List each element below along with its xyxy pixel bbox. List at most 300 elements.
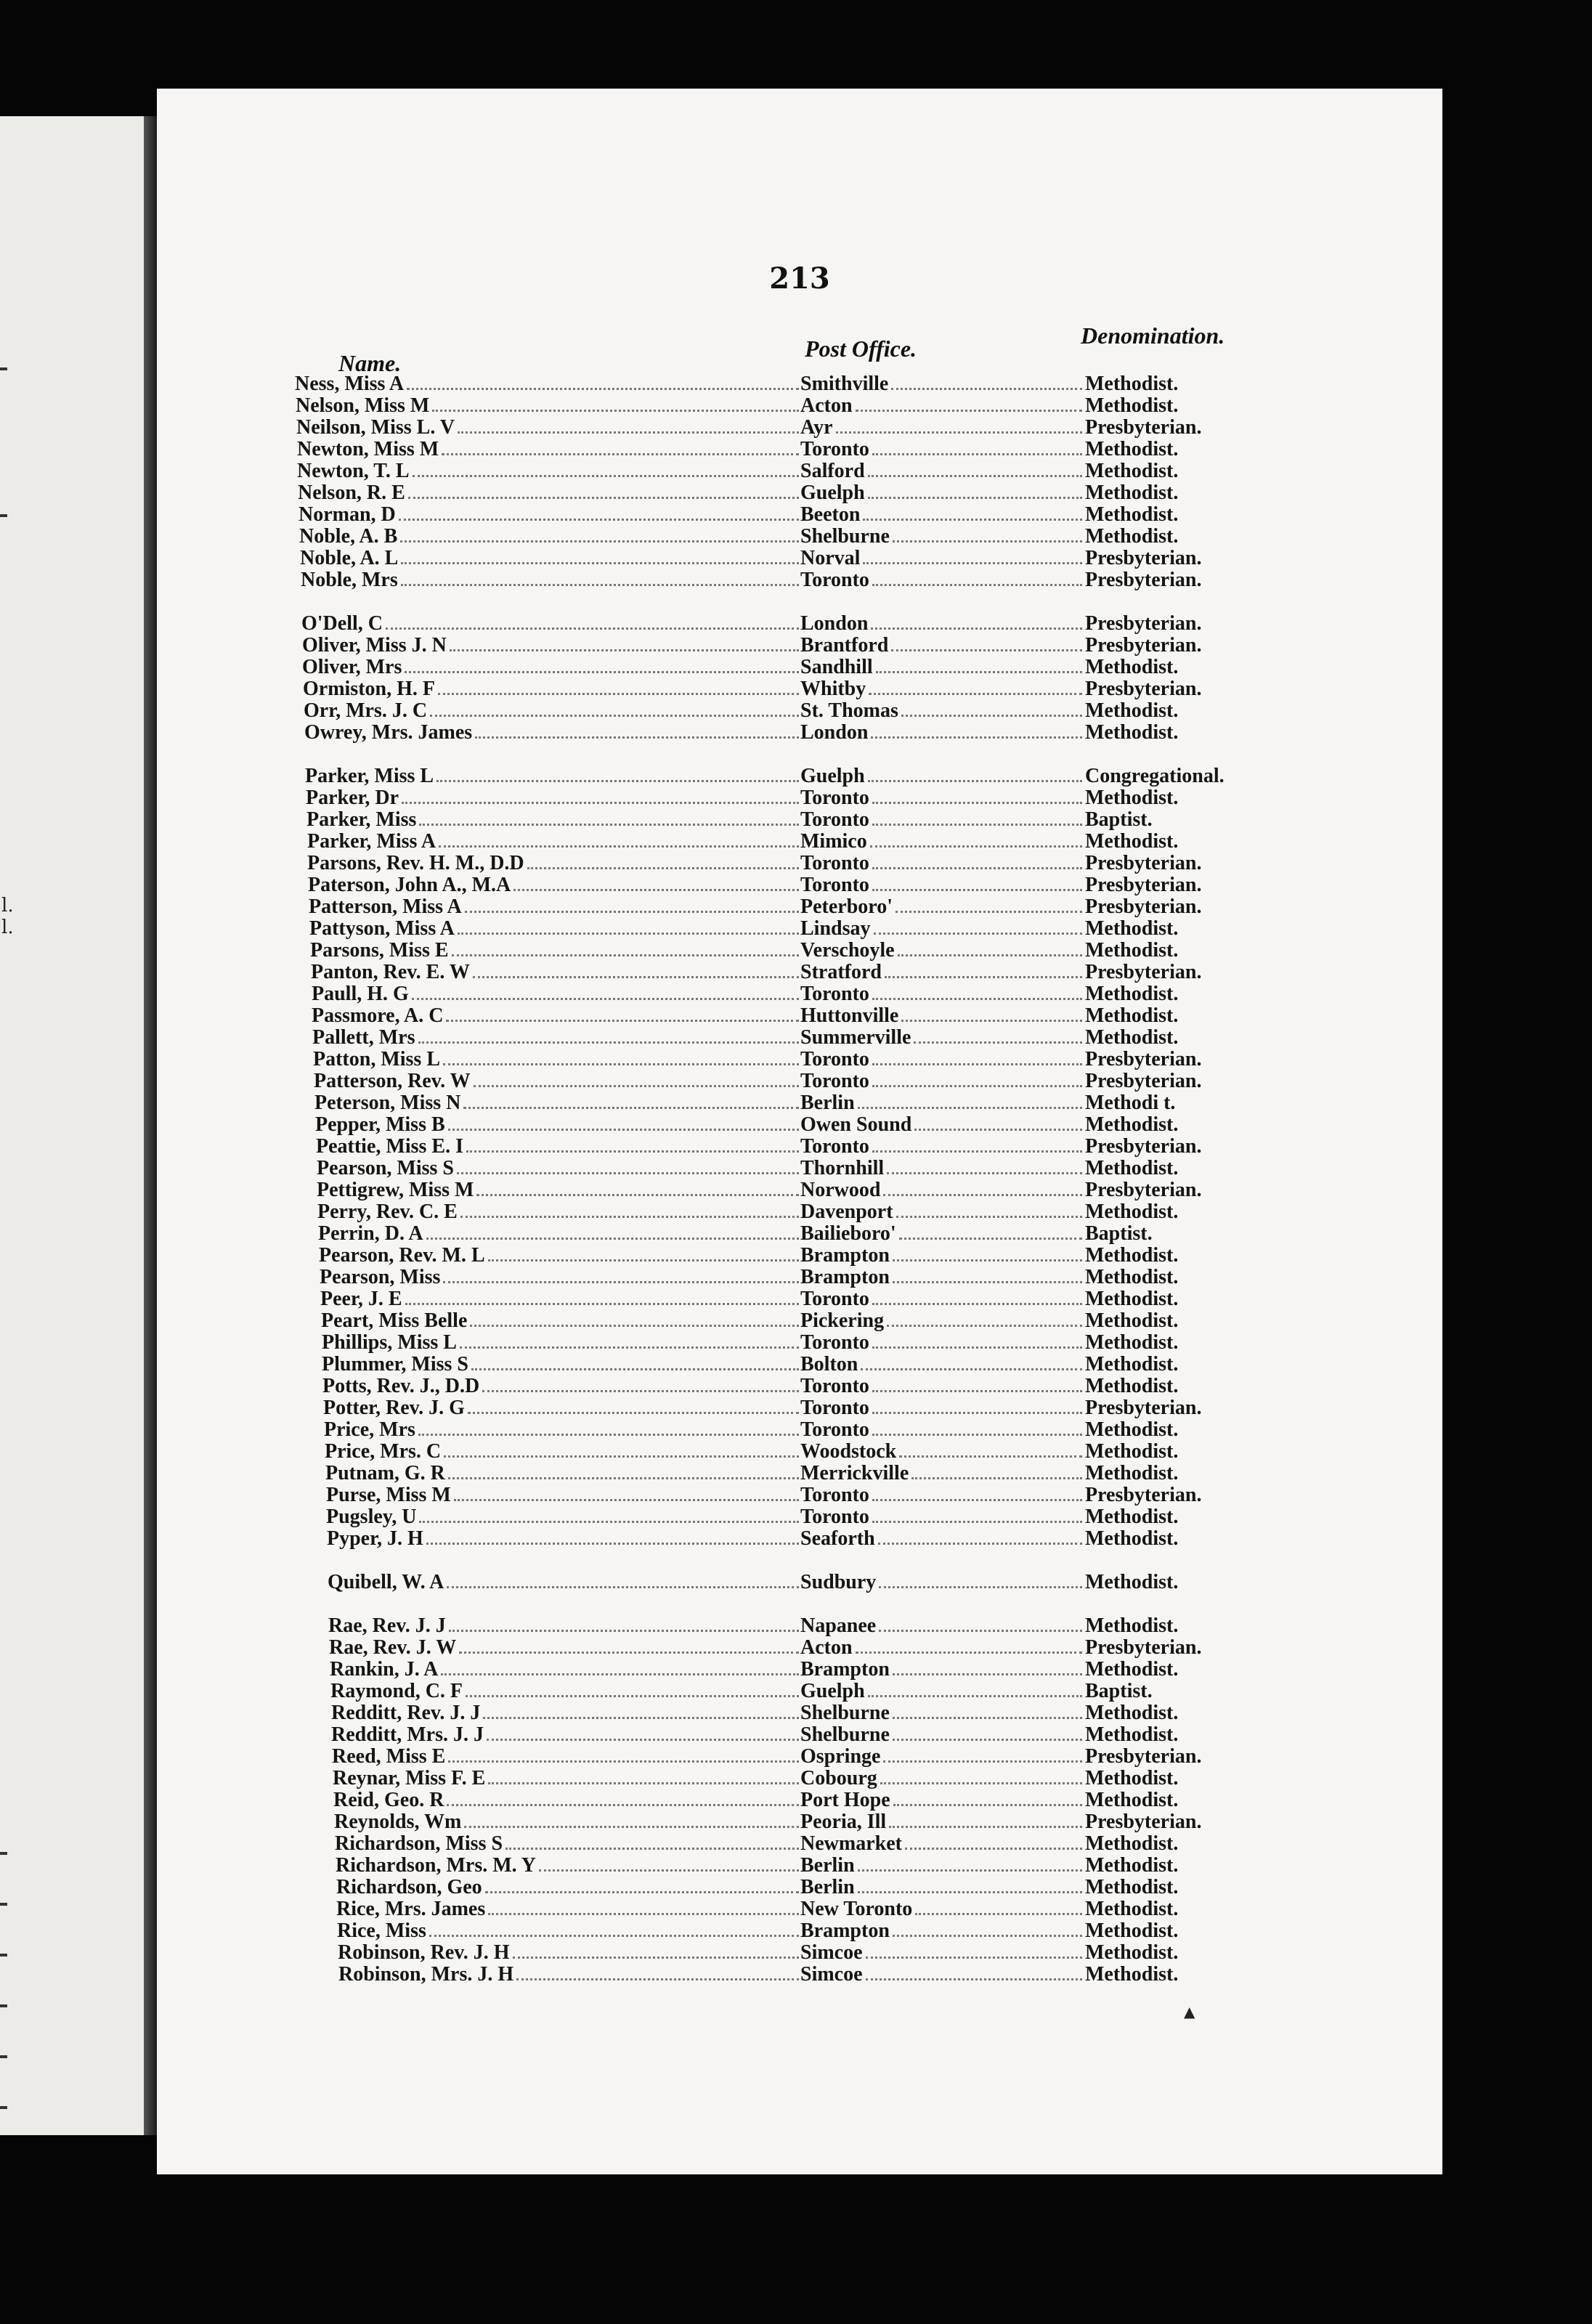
entry-denomination: Presbyterian. [1085, 1070, 1202, 1092]
entry-denomination: Methodist. [1085, 1375, 1179, 1397]
entry-name: Redditt, Mrs. J. J [331, 1724, 484, 1746]
entry-row [326, 1506, 1309, 1528]
entry-name: Pepper, Miss B [315, 1114, 445, 1136]
entry-post-office: Thornhill [800, 1158, 885, 1179]
dot-leader [872, 1499, 1082, 1501]
entry-row [313, 1049, 1292, 1070]
entry-row [332, 1746, 1317, 1768]
dot-leader [464, 1826, 799, 1828]
entry-post-office: Ospringe [800, 1746, 881, 1768]
dot-leader [444, 1455, 799, 1458]
dot-leader [471, 1368, 799, 1370]
post-office-column [800, 635, 1084, 657]
post-office-column [800, 809, 1084, 831]
dot-leader [872, 824, 1082, 826]
entry-row [302, 635, 1278, 657]
entry-row [327, 1528, 1311, 1550]
header-name: Name. [338, 350, 402, 376]
entry-row [312, 1027, 1291, 1049]
entry-denomination: Methodist. [1085, 373, 1179, 395]
name-column [304, 700, 800, 722]
name-column [336, 1877, 800, 1898]
entry-name: Reynolds, Wm [334, 1811, 462, 1833]
entry-name: Parker, Miss L [305, 765, 434, 787]
entry-name: Potts, Rev. J., D.D [322, 1376, 480, 1397]
entry-post-office: Sudbury [800, 1572, 877, 1593]
dot-leader [450, 649, 799, 651]
post-office-column [800, 896, 1084, 918]
post-office-column [800, 1877, 1084, 1898]
post-office-column [800, 1092, 1084, 1114]
entry-name: O'Dell, C [301, 613, 383, 635]
post-office-column [800, 1245, 1084, 1267]
entry-denomination: Methodist. [1085, 1832, 1179, 1855]
facing-page-fragment: l. [1, 917, 14, 938]
dot-leader [442, 453, 799, 455]
entry-post-office: Pickering [800, 1310, 885, 1332]
entry-row [333, 1768, 1318, 1789]
dot-leader [432, 410, 799, 412]
entry-name: Oliver, Miss J. N [302, 635, 447, 657]
entry-name: Patton, Miss L [313, 1049, 440, 1070]
name-column [309, 896, 800, 918]
entry-denomination: Methodist. [1085, 1658, 1179, 1681]
name-column [336, 1898, 800, 1920]
facing-page-tick [0, 1954, 7, 1957]
dot-leader [485, 1891, 799, 1893]
name-column [319, 1245, 800, 1267]
entry-row [331, 1702, 1317, 1724]
post-office-column [800, 1768, 1084, 1789]
entry-name: Parsons, Miss E [310, 940, 449, 962]
name-column [308, 874, 800, 896]
entry-denomination: Methodist. [1085, 1876, 1179, 1898]
entry-post-office: Toronto [800, 874, 869, 896]
entry-row [325, 1441, 1308, 1463]
entry-denomination: Methodist. [1085, 1157, 1179, 1179]
entry-row [322, 1332, 1304, 1354]
dot-leader [872, 1303, 1082, 1305]
dot-leader [457, 1172, 799, 1174]
entry-post-office: Toronto [800, 853, 869, 874]
dot-leader [914, 1129, 1082, 1131]
name-column [307, 831, 800, 853]
dot-leader [891, 388, 1082, 390]
entry-post-office: Sandhill [800, 657, 873, 678]
entry-post-office: Simcoe [800, 1942, 863, 1964]
entry-post-office: Toronto [800, 1506, 869, 1528]
dot-leader [871, 627, 1082, 630]
entry-row [309, 896, 1286, 918]
post-office-column [800, 1811, 1084, 1833]
name-column [324, 1419, 800, 1441]
dot-leader [899, 1238, 1082, 1240]
entry-row [295, 373, 1268, 395]
entry-row [334, 1811, 1320, 1833]
entry-row [297, 439, 1271, 460]
post-office-column [800, 1288, 1084, 1310]
entry-denomination: Presbyterian. [1085, 895, 1202, 918]
entry-denomination: Presbyterian. [1085, 612, 1202, 635]
entry-denomination: Presbyterian. [1085, 1745, 1202, 1768]
entry-row [308, 874, 1286, 896]
entry-denomination: Methodist. [1085, 1789, 1179, 1811]
dot-leader [448, 1477, 799, 1479]
entry-post-office: Cobourg [800, 1768, 877, 1789]
entry-post-office: Newmarket [800, 1833, 902, 1855]
dot-leader [475, 736, 799, 739]
entry-name: Purse, Miss M [326, 1484, 451, 1506]
entry-row [314, 1092, 1294, 1114]
entry-denomination: Methodi t. [1085, 1092, 1176, 1114]
entry-row [333, 1789, 1320, 1811]
post-office-column [800, 1354, 1084, 1376]
entry-post-office: Toronto [800, 1484, 869, 1506]
entry-name: Parsons, Rev. H. M., D.D [307, 853, 524, 874]
dot-leader [539, 1869, 799, 1872]
entry-row [324, 1419, 1307, 1441]
entry-name: Peterson, Miss N [314, 1092, 461, 1114]
entry-post-office: Brantford [800, 635, 889, 657]
dot-leader [516, 1978, 799, 1980]
entry-post-office: London [800, 722, 869, 744]
entry-name: Reed, Miss E [332, 1746, 446, 1768]
entry-denomination: Presbyterian. [1085, 1811, 1202, 1833]
entry-row [322, 1376, 1305, 1397]
facing-page-tick [0, 1903, 7, 1906]
entry-denomination: Presbyterian. [1085, 634, 1202, 657]
post-office-column [800, 1506, 1084, 1528]
entry-row [319, 1245, 1300, 1267]
entry-post-office: Simcoe [800, 1964, 863, 1986]
post-office-column [800, 548, 1084, 569]
dot-leader [891, 649, 1082, 651]
post-office-column [800, 983, 1084, 1005]
entry-post-office: Davenport [800, 1201, 893, 1223]
name-column [305, 765, 800, 787]
dot-leader [872, 1085, 1082, 1087]
dot-leader [856, 1651, 1082, 1654]
dot-leader [401, 562, 799, 564]
entry-post-office: Toronto [800, 1397, 869, 1419]
name-column [312, 1027, 800, 1049]
name-column [322, 1354, 800, 1376]
dot-leader [429, 1935, 799, 1937]
entry-post-office: Huttonville [800, 1005, 899, 1027]
entry-denomination: Presbyterian. [1085, 1135, 1202, 1158]
dot-leader [872, 998, 1082, 1000]
entry-denomination: Methodist. [1085, 1440, 1179, 1463]
facing-page-tick [0, 514, 7, 517]
name-column [297, 439, 800, 460]
post-office-column [800, 700, 1084, 722]
name-column [325, 1441, 800, 1463]
entry-denomination: Baptist. [1085, 808, 1153, 831]
entry-name: Pearson, Miss S [317, 1158, 454, 1179]
entry-post-office: Berlin [800, 1092, 855, 1114]
dot-leader [911, 1477, 1082, 1479]
entry-post-office: Toronto [800, 1332, 869, 1354]
post-office-column [800, 1049, 1084, 1070]
entry-denomination: Methodist. [1085, 1506, 1179, 1528]
post-office-column [800, 1833, 1084, 1855]
entry-post-office: Summerville [800, 1027, 911, 1049]
name-column [314, 1070, 800, 1092]
name-column [306, 809, 800, 831]
dot-leader [476, 1194, 799, 1196]
name-column [302, 635, 800, 657]
dot-leader [899, 1455, 1082, 1458]
name-column [329, 1637, 800, 1659]
dot-leader [872, 867, 1082, 869]
post-office-column [800, 1528, 1084, 1550]
name-column [333, 1768, 800, 1789]
post-office-column [800, 1942, 1084, 1964]
name-column [301, 569, 800, 591]
entry-row [336, 1877, 1323, 1898]
name-column [322, 1332, 800, 1354]
entry-name: Ness, Miss A [295, 373, 405, 395]
dot-leader [836, 431, 1082, 434]
name-column [315, 1114, 800, 1136]
entry-denomination: Methodist. [1085, 1527, 1179, 1550]
dot-leader [439, 845, 799, 848]
entry-post-office: Whitby [800, 678, 866, 700]
name-column [297, 460, 800, 482]
entry-post-office: Berlin [800, 1877, 855, 1898]
post-office-column [800, 657, 1084, 678]
entry-name: Price, Mrs. C [325, 1441, 442, 1463]
entry-name: Panton, Rev. E. W [311, 962, 470, 983]
post-office-column [800, 1201, 1084, 1223]
name-column [317, 1158, 800, 1179]
page-number: 213 [769, 261, 830, 296]
entry-name: Paterson, John A., M.A [308, 874, 511, 896]
name-column [327, 1528, 800, 1550]
entry-post-office: Toronto [800, 569, 869, 591]
dot-leader [418, 1434, 799, 1436]
entry-post-office: Salford [800, 460, 865, 482]
dot-leader [861, 1368, 1082, 1370]
dot-leader [889, 1826, 1082, 1828]
entry-post-office: Verschoyle [800, 940, 895, 962]
dot-leader [872, 1063, 1082, 1065]
dot-leader [468, 1412, 799, 1414]
entry-name: Pallett, Mrs [312, 1027, 415, 1049]
dot-leader [872, 453, 1082, 455]
entry-post-office: Woodstock [800, 1441, 897, 1463]
dot-leader [418, 1041, 800, 1044]
name-column [296, 395, 800, 417]
header-post-office: Post Office. [805, 336, 917, 362]
entry-post-office: Peoria, Ill [800, 1811, 887, 1833]
dot-leader [868, 497, 1082, 499]
dot-leader [443, 1281, 799, 1283]
entry-post-office: Stratford [800, 962, 882, 983]
entry-name: Rice, Mrs. James [336, 1898, 486, 1920]
entry-post-office: Guelph [800, 765, 865, 787]
post-office-column [800, 962, 1084, 983]
entry-post-office: Brampton [800, 1920, 890, 1942]
entry-name: Price, Mrs [324, 1419, 415, 1441]
entry-post-office: Lindsay [800, 918, 871, 940]
entry-denomination: Methodist. [1085, 1767, 1179, 1789]
entry-denomination: Baptist. [1085, 1222, 1153, 1245]
name-column [328, 1572, 800, 1593]
entry-denomination: Methodist. [1085, 525, 1179, 548]
dot-leader [513, 889, 799, 891]
dot-leader [408, 497, 799, 499]
entry-post-office: Napanee [800, 1615, 877, 1637]
entry-denomination: Presbyterian. [1085, 1397, 1202, 1419]
entry-row [336, 1855, 1323, 1877]
entry-name: Reynar, Miss F. E [333, 1768, 486, 1789]
dot-leader [893, 1259, 1082, 1261]
dot-leader [448, 1129, 799, 1131]
dot-leader [869, 693, 1082, 695]
dot-leader [898, 954, 1082, 956]
entry-row [325, 1463, 1309, 1484]
dot-leader [885, 976, 1082, 978]
entry-post-office: Toronto [800, 1376, 869, 1397]
post-office-column [800, 373, 1084, 395]
header-denomination: Denomination. [1081, 322, 1225, 349]
entry-row [305, 765, 1282, 787]
dot-leader [879, 1586, 1082, 1588]
entry-post-office: St. Thomas [800, 700, 898, 722]
post-office-column [800, 1158, 1084, 1179]
dot-leader [488, 1782, 799, 1784]
post-office-column [800, 874, 1084, 896]
entry-row [338, 1942, 1325, 1964]
name-column [299, 526, 800, 548]
entry-name: Paull, H. G [312, 983, 409, 1005]
dot-leader [883, 1760, 1082, 1763]
entry-row [322, 1354, 1304, 1376]
entry-denomination: Methodist. [1085, 1854, 1179, 1877]
entry-name: Putnam, G. R [325, 1463, 445, 1484]
entry-row [317, 1158, 1297, 1179]
post-office-column [800, 1659, 1084, 1681]
dot-leader [893, 1717, 1082, 1719]
name-column [295, 373, 800, 395]
entry-name: Nelson, R. E [298, 482, 405, 504]
entry-row [320, 1267, 1301, 1288]
entry-post-office: Peterboro' [800, 896, 893, 918]
dot-leader [872, 889, 1082, 891]
name-column [323, 1397, 800, 1419]
dot-leader [483, 1717, 799, 1719]
dot-leader [452, 954, 799, 956]
dot-leader [459, 1651, 799, 1654]
entry-post-office: Acton [800, 1637, 853, 1659]
dot-leader [401, 584, 799, 586]
dot-leader [868, 475, 1082, 477]
entry-post-office: Norval [800, 548, 861, 569]
entry-row [323, 1397, 1306, 1419]
post-office-column [800, 940, 1084, 962]
entry-name: Peer, J. E [320, 1288, 402, 1310]
post-office-column [800, 1267, 1084, 1288]
dot-leader [915, 1913, 1082, 1915]
entry-denomination: Presbyterian. [1085, 961, 1202, 983]
entry-name: Parker, Miss [306, 809, 417, 831]
entry-row [321, 1310, 1303, 1332]
entry-post-office: Bolton [800, 1354, 858, 1376]
entry-name: Nelson, Miss M [296, 395, 430, 417]
entry-name: Potter, Rev. J. G [323, 1397, 465, 1419]
entry-denomination: Methodist. [1085, 917, 1179, 940]
entry-row [328, 1572, 1312, 1593]
entry-denomination: Presbyterian. [1085, 678, 1202, 700]
dot-leader [876, 671, 1082, 673]
entry-row [306, 809, 1283, 831]
entry-row [317, 1179, 1297, 1201]
dot-leader [887, 1325, 1082, 1327]
entry-post-office: Toronto [800, 1136, 869, 1158]
entry-post-office: Toronto [800, 1070, 869, 1092]
entry-post-office: Brampton [800, 1245, 890, 1267]
entry-denomination: Presbyterian. [1085, 1484, 1202, 1506]
entry-name: Plummer, Miss S [322, 1354, 468, 1376]
entry-denomination: Methodist. [1085, 1288, 1179, 1310]
entry-name: Perry, Rev. C. E [317, 1201, 458, 1223]
entry-denomination: Methodist. [1085, 1723, 1179, 1746]
dot-leader [914, 1041, 1082, 1044]
entry-denomination: Methodist. [1085, 1309, 1179, 1332]
dot-leader [473, 976, 799, 978]
name-column [331, 1724, 800, 1746]
entry-row [318, 1223, 1299, 1245]
entry-denomination: Methodist. [1085, 1004, 1179, 1027]
entry-name: Noble, A. B [299, 526, 398, 548]
entry-row [335, 1833, 1321, 1855]
entry-denomination: Methodist. [1085, 939, 1179, 962]
entry-name: Reid, Geo. R [333, 1789, 444, 1811]
dot-leader [400, 540, 799, 543]
entry-denomination: Presbyterian. [1085, 1636, 1202, 1659]
directory-entries [157, 89, 1442, 2174]
post-office-column [800, 678, 1084, 700]
name-column [337, 1920, 800, 1942]
entry-row [307, 831, 1285, 853]
entry-denomination: Methodist. [1085, 394, 1179, 417]
post-office-column [800, 1920, 1084, 1942]
dot-leader [419, 824, 799, 826]
name-column [311, 962, 800, 983]
entry-post-office: New Toronto [800, 1898, 913, 1920]
entry-name: Ormiston, H. F [303, 678, 435, 700]
dot-leader [458, 933, 799, 935]
dot-leader [448, 1760, 799, 1763]
dot-leader [870, 845, 1082, 848]
dot-leader [872, 1150, 1082, 1153]
entry-name: Richardson, Mrs. M. Y [336, 1855, 536, 1877]
entry-post-office: Toronto [800, 439, 869, 460]
post-office-column [800, 831, 1084, 853]
name-column [309, 918, 800, 940]
name-column [322, 1376, 800, 1397]
dot-leader [436, 780, 799, 782]
entry-post-office: Smithville [800, 373, 889, 395]
dot-leader [465, 911, 799, 913]
post-office-column [800, 1637, 1084, 1659]
entry-name: Newton, T. L [297, 460, 410, 482]
name-column [310, 940, 800, 962]
post-office-column [800, 395, 1084, 417]
name-column [333, 1789, 800, 1811]
dot-leader [878, 1543, 1082, 1545]
